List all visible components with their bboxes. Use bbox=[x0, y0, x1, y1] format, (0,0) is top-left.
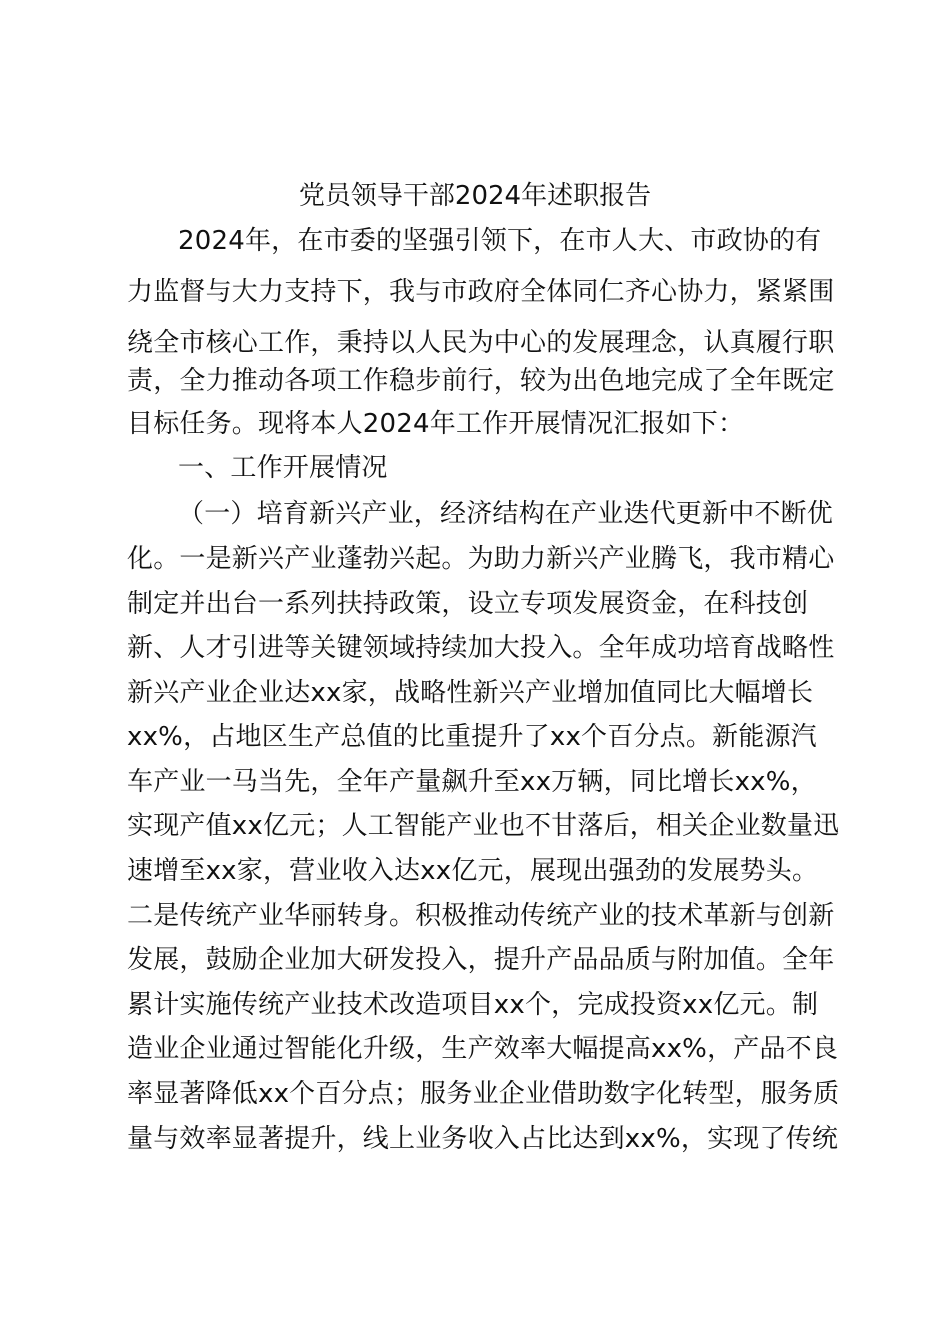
section-heading: 一、工作开展情况 bbox=[178, 453, 388, 483]
paragraph-line: 二是传统产业华丽转身。积极推动传统产业的技术革新与创新 bbox=[127, 901, 835, 931]
paragraph-line: 力监督与大力支持下，我与市政府全体同仁齐心协力，紧紧围 bbox=[127, 277, 835, 307]
paragraph-line: 目标任务。现将本人2024年工作开展情况汇报如下： bbox=[127, 409, 745, 439]
paragraph-line: 新兴产业企业达xx家，战略性新兴产业增加值同比大幅增长 bbox=[127, 678, 814, 708]
paragraph-line: 制定并出台一系列扶持政策，设立专项发展资金，在科技创 bbox=[127, 589, 809, 619]
paragraph-line: 2024年，在市委的坚强引领下，在市人大、市政协的有 bbox=[178, 226, 822, 256]
paragraph-line: （一）培育新兴产业，经济结构在产业迭代更新中不断优 bbox=[178, 499, 834, 529]
paragraph-line: 累计实施传统产业技术改造项目xx个，完成投资xx亿元。制 bbox=[127, 990, 819, 1020]
paragraph-line: 率显著降低xx个百分点；服务业企业借助数字化转型，服务质 bbox=[127, 1079, 840, 1109]
paragraph-line: 量与效率显著提升，线上业务收入占比达到xx%，实现了传统 bbox=[127, 1124, 839, 1154]
paragraph-line: 发展，鼓励企业加大研发投入，提升产品品质与附加值。全年 bbox=[127, 945, 835, 975]
paragraph-line: 绕全市核心工作，秉持以人民为中心的发展理念，认真履行职 bbox=[127, 328, 835, 358]
paragraph-line: xx%，占地区生产总值的比重提升了xx个百分点。新能源汽 bbox=[127, 722, 817, 752]
document-title: 党员领导干部2024年述职报告 bbox=[298, 181, 652, 211]
paragraph-line: 造业企业通过智能化升级，生产效率大幅提高xx%，产品不良 bbox=[127, 1034, 839, 1064]
paragraph-line: 新、人才引进等关键领域持续加大投入。全年成功培育战略性 bbox=[127, 633, 835, 663]
paragraph-line: 速增至xx家，营业收入达xx亿元，展现出强劲的发展势头。 bbox=[127, 856, 819, 886]
paragraph-line: 车产业一马当先，全年产量飙升至xx万辆，同比增长xx%， bbox=[127, 767, 817, 797]
paragraph-line: 化。一是新兴产业蓬勃兴起。为助力新兴产业腾飞，我市精心 bbox=[127, 544, 835, 574]
paragraph-line: 实现产值xx亿元；人工智能产业也不甘落后，相关企业数量迅 bbox=[127, 811, 840, 841]
paragraph-line: 责，全力推动各项工作稳步前行，较为出色地完成了全年既定 bbox=[127, 366, 835, 396]
